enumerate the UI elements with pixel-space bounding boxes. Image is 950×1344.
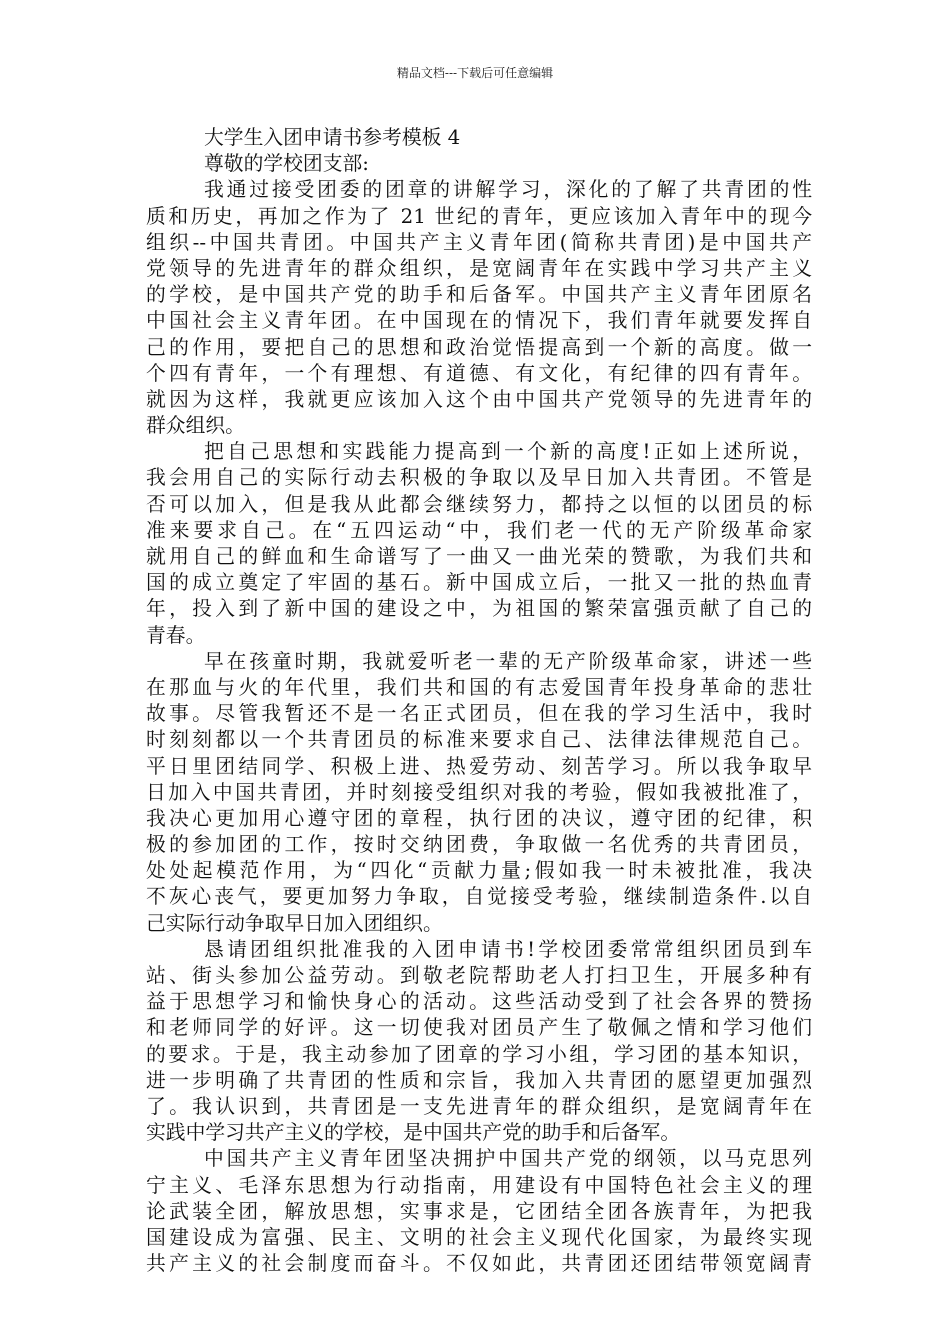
text-line: 时刻刻都以一个共青团员的标准来要求自己、法律法律规范自己。 — [146, 728, 812, 752]
text-line: 国建设成为富强、民主、文明的社会主义现代化国家，为最终实现 — [146, 1225, 812, 1249]
text-line: 否可以加入，但是我从此都会继续努力，都持之以恒的以团员的标 — [146, 492, 812, 516]
text-line: 益于思想学习和愉快身心的活动。这些活动受到了社会各界的赞扬 — [146, 990, 812, 1014]
text-line: 进一步明确了共青团的性质和宗旨，我加入共青团的愿望更加强烈 — [146, 1068, 812, 1092]
text-line: 平日里团结同学、积极上进、热爱劳动、刻苦学习。所以我争取早 — [146, 754, 812, 778]
text-line: 党领导的先进青年的群众组织，是宽阔青年在实践中学习共产主义 — [146, 256, 812, 280]
text-line: 组织--中国共青团。中国共产主义青年团(简称共青团)是中国共产 — [146, 230, 812, 254]
text-line: 准来要求自己。在“五四运动“中，我们老一代的无产阶级革命家 — [146, 518, 812, 542]
text-line: 的要求。于是，我主动参加了团章的学习小组，学习团的基本知识， — [146, 1042, 812, 1066]
text-line: 青春。 — [146, 623, 206, 647]
text-line: 个四有青年，一个有理想、有道德、有文化，有纪律的四有青年。 — [146, 361, 812, 385]
text-line: 我会用自己的实际行动去积极的争取以及早日加入共青团。不管是 — [146, 466, 812, 490]
text-line: 和老师同学的好评。这一切使我对团员产生了敬佩之情和学习他们 — [146, 1016, 812, 1040]
text-line: 年，投入到了新中国的建设之中，为祖国的繁荣富强贡献了自己的 — [146, 597, 812, 621]
text-line: 质和历史，再加之作为了 21 世纪的青年，更应该加入青年中的现今 — [146, 204, 812, 228]
text-line: 中国社会主义青年团。在中国现在的情况下，我们青年就要发挥自 — [146, 309, 812, 333]
text-line: 己实际行动争取早日加入团组织。 — [146, 911, 443, 935]
text-line: 宁主义、毛泽东思想为行动指南，用建设有中国特色社会主义的理 — [146, 1173, 812, 1197]
document-body — [146, 125, 812, 1277]
document-title: 大学生入团申请书参考模板 4 — [204, 126, 461, 149]
text-line: 己的作用，要把自己的思想和政治觉悟提高到一个新的高度。做一 — [146, 335, 812, 359]
text-line: 我通过接受团委的团章的讲解学习，深化的了解了共青团的性 — [204, 178, 812, 202]
text-line: 在那血与火的年代里，我们共和国的有志爱国青年投身革命的悲壮 — [146, 675, 812, 699]
page-header: 精品文档---下载后可任意编辑 — [396, 66, 554, 80]
text-line: 共产主义的社会制度而奋斗。不仅如此，共青团还团结带领宽阔青 — [146, 1252, 812, 1276]
text-line: 故事。尽管我暂还不是一名正式团员，但在我的学习生活中，我时 — [146, 702, 812, 726]
text-line: 日加入中国共青团，并时刻接受组织对我的考验，假如我被批准了， — [146, 780, 812, 804]
text-line: 实践中学习共产主义的学校，是中国共产党的助手和后备军。 — [146, 1121, 681, 1145]
text-line: 了。我认识到，共青团是一支先进青年的群众组织，是宽阔青年在 — [146, 1094, 812, 1118]
text-line: 论武装全团，解放思想，实事求是，它团结全团各族青年，为把我 — [146, 1199, 812, 1223]
text-line: 就因为这样，我就更应该加入这个由中国共产党领导的先进青年的 — [146, 387, 812, 411]
text-line: 国的成立奠定了牢固的基石。新中国成立后，一批又一批的热血青 — [146, 571, 812, 595]
text-line: 极的参加团的工作，按时交纳团费，争取做一名优秀的共青团员， — [146, 833, 812, 857]
text-line: 群众组织。 — [146, 414, 245, 438]
text-line: 我决心更加用心遵守团的章程，执行团的决议，遵守团的纪律，积 — [146, 806, 812, 830]
text-line: 早在孩童时期，我就爱听老一辈的无产阶级革命家，讲述一些 — [204, 649, 812, 673]
text-line: 站、街头参加公益劳动。到敬老院帮助老人打扫卫生，开展多种有 — [146, 964, 812, 987]
text-line: 把自己思想和实践能力提高到一个新的高度!正如上述所说， — [204, 440, 812, 464]
salutation: 尊敬的学校团支部: — [204, 152, 369, 176]
text-line: 处处起模范作用，为“四化“贡献力量;假如我一时未被批准，我决 — [146, 859, 812, 883]
text-line: 不灰心丧气，要更加努力争取，自觉接受考验，继续制造条件.以自 — [146, 885, 812, 909]
text-line: 中国共产主义青年团坚决拥护中国共产党的纲领，以马克思列 — [204, 1147, 812, 1171]
text-line: 就用自己的鲜血和生命谱写了一曲又一曲光荣的赞歌，为我们共和 — [146, 545, 812, 568]
text-line: 的学校，是中国共产党的助手和后备军。中国共产主义青年团原名 — [146, 283, 812, 307]
text-line: 恳请团组织批准我的入团申请书!学校团委常常组织团员到车 — [204, 937, 812, 961]
